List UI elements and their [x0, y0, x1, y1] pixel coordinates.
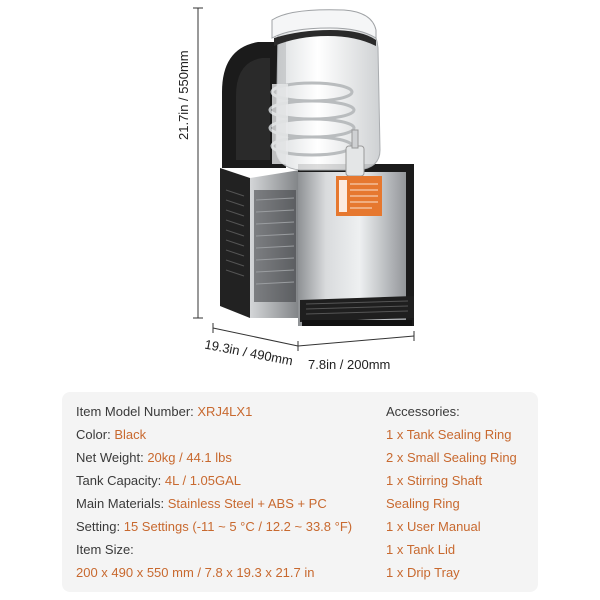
spec-label: Main Materials: — [76, 496, 165, 511]
spec-value: 15 Settings (-11 ~ 5 °C / 12.2 ~ 33.8 °F) — [123, 519, 353, 534]
warning-sticker — [336, 176, 382, 216]
transparent-bowl — [276, 20, 380, 170]
spec-capacity — [76, 473, 241, 489]
spec-label: Item Size: — [76, 542, 134, 557]
accessory-item: 1 x User Manual — [386, 519, 481, 534]
spec-weight — [76, 450, 232, 466]
accessory-item: 1 x Tank Sealing Ring — [386, 427, 512, 442]
width-dimension-line — [298, 331, 414, 346]
spec-value: Stainless Steel + ABS + PC — [167, 496, 327, 511]
spec-value: XRJ4LX1 — [197, 404, 253, 419]
spec-size — [76, 542, 134, 558]
spec-size-value — [76, 565, 314, 581]
accessory-item: 1 x Stirring Shaft — [386, 473, 483, 488]
height-label: 21.7in / 550mm — [176, 50, 191, 140]
spec-model — [76, 404, 252, 420]
spec-label: Tank Capacity: — [76, 473, 162, 488]
spec-setting — [76, 519, 352, 535]
spec-label: Color: — [76, 427, 111, 442]
height-dimension-line — [193, 8, 203, 318]
depth-label: 19.3in / 490mm — [203, 336, 295, 369]
spec-value: 200 x 490 x 550 mm / 7.8 x 19.3 x 21.7 in — [76, 565, 315, 580]
spec-label: Net Weight: — [76, 450, 144, 465]
specifications-panel — [62, 392, 538, 592]
accessory-item: 1 x Tank Lid — [386, 542, 456, 557]
accessory-item: 1 x Drip Tray — [386, 565, 460, 580]
spec-color — [76, 427, 146, 443]
accessories-title: Accessories: — [386, 404, 460, 419]
accessory-item: 2 x Small Sealing Ring — [386, 450, 517, 465]
accessory-item: Sealing Ring — [386, 496, 460, 511]
spec-value: 4L / 1.05GAL — [164, 473, 242, 488]
spec-label: Item Model Number: — [76, 404, 194, 419]
spec-label: Setting: — [76, 519, 121, 534]
width-label: 7.8in / 200mm — [308, 357, 391, 372]
spec-value: 20kg / 44.1 lbs — [147, 450, 232, 465]
spec-materials — [76, 496, 327, 512]
spec-value: Black — [114, 427, 147, 442]
